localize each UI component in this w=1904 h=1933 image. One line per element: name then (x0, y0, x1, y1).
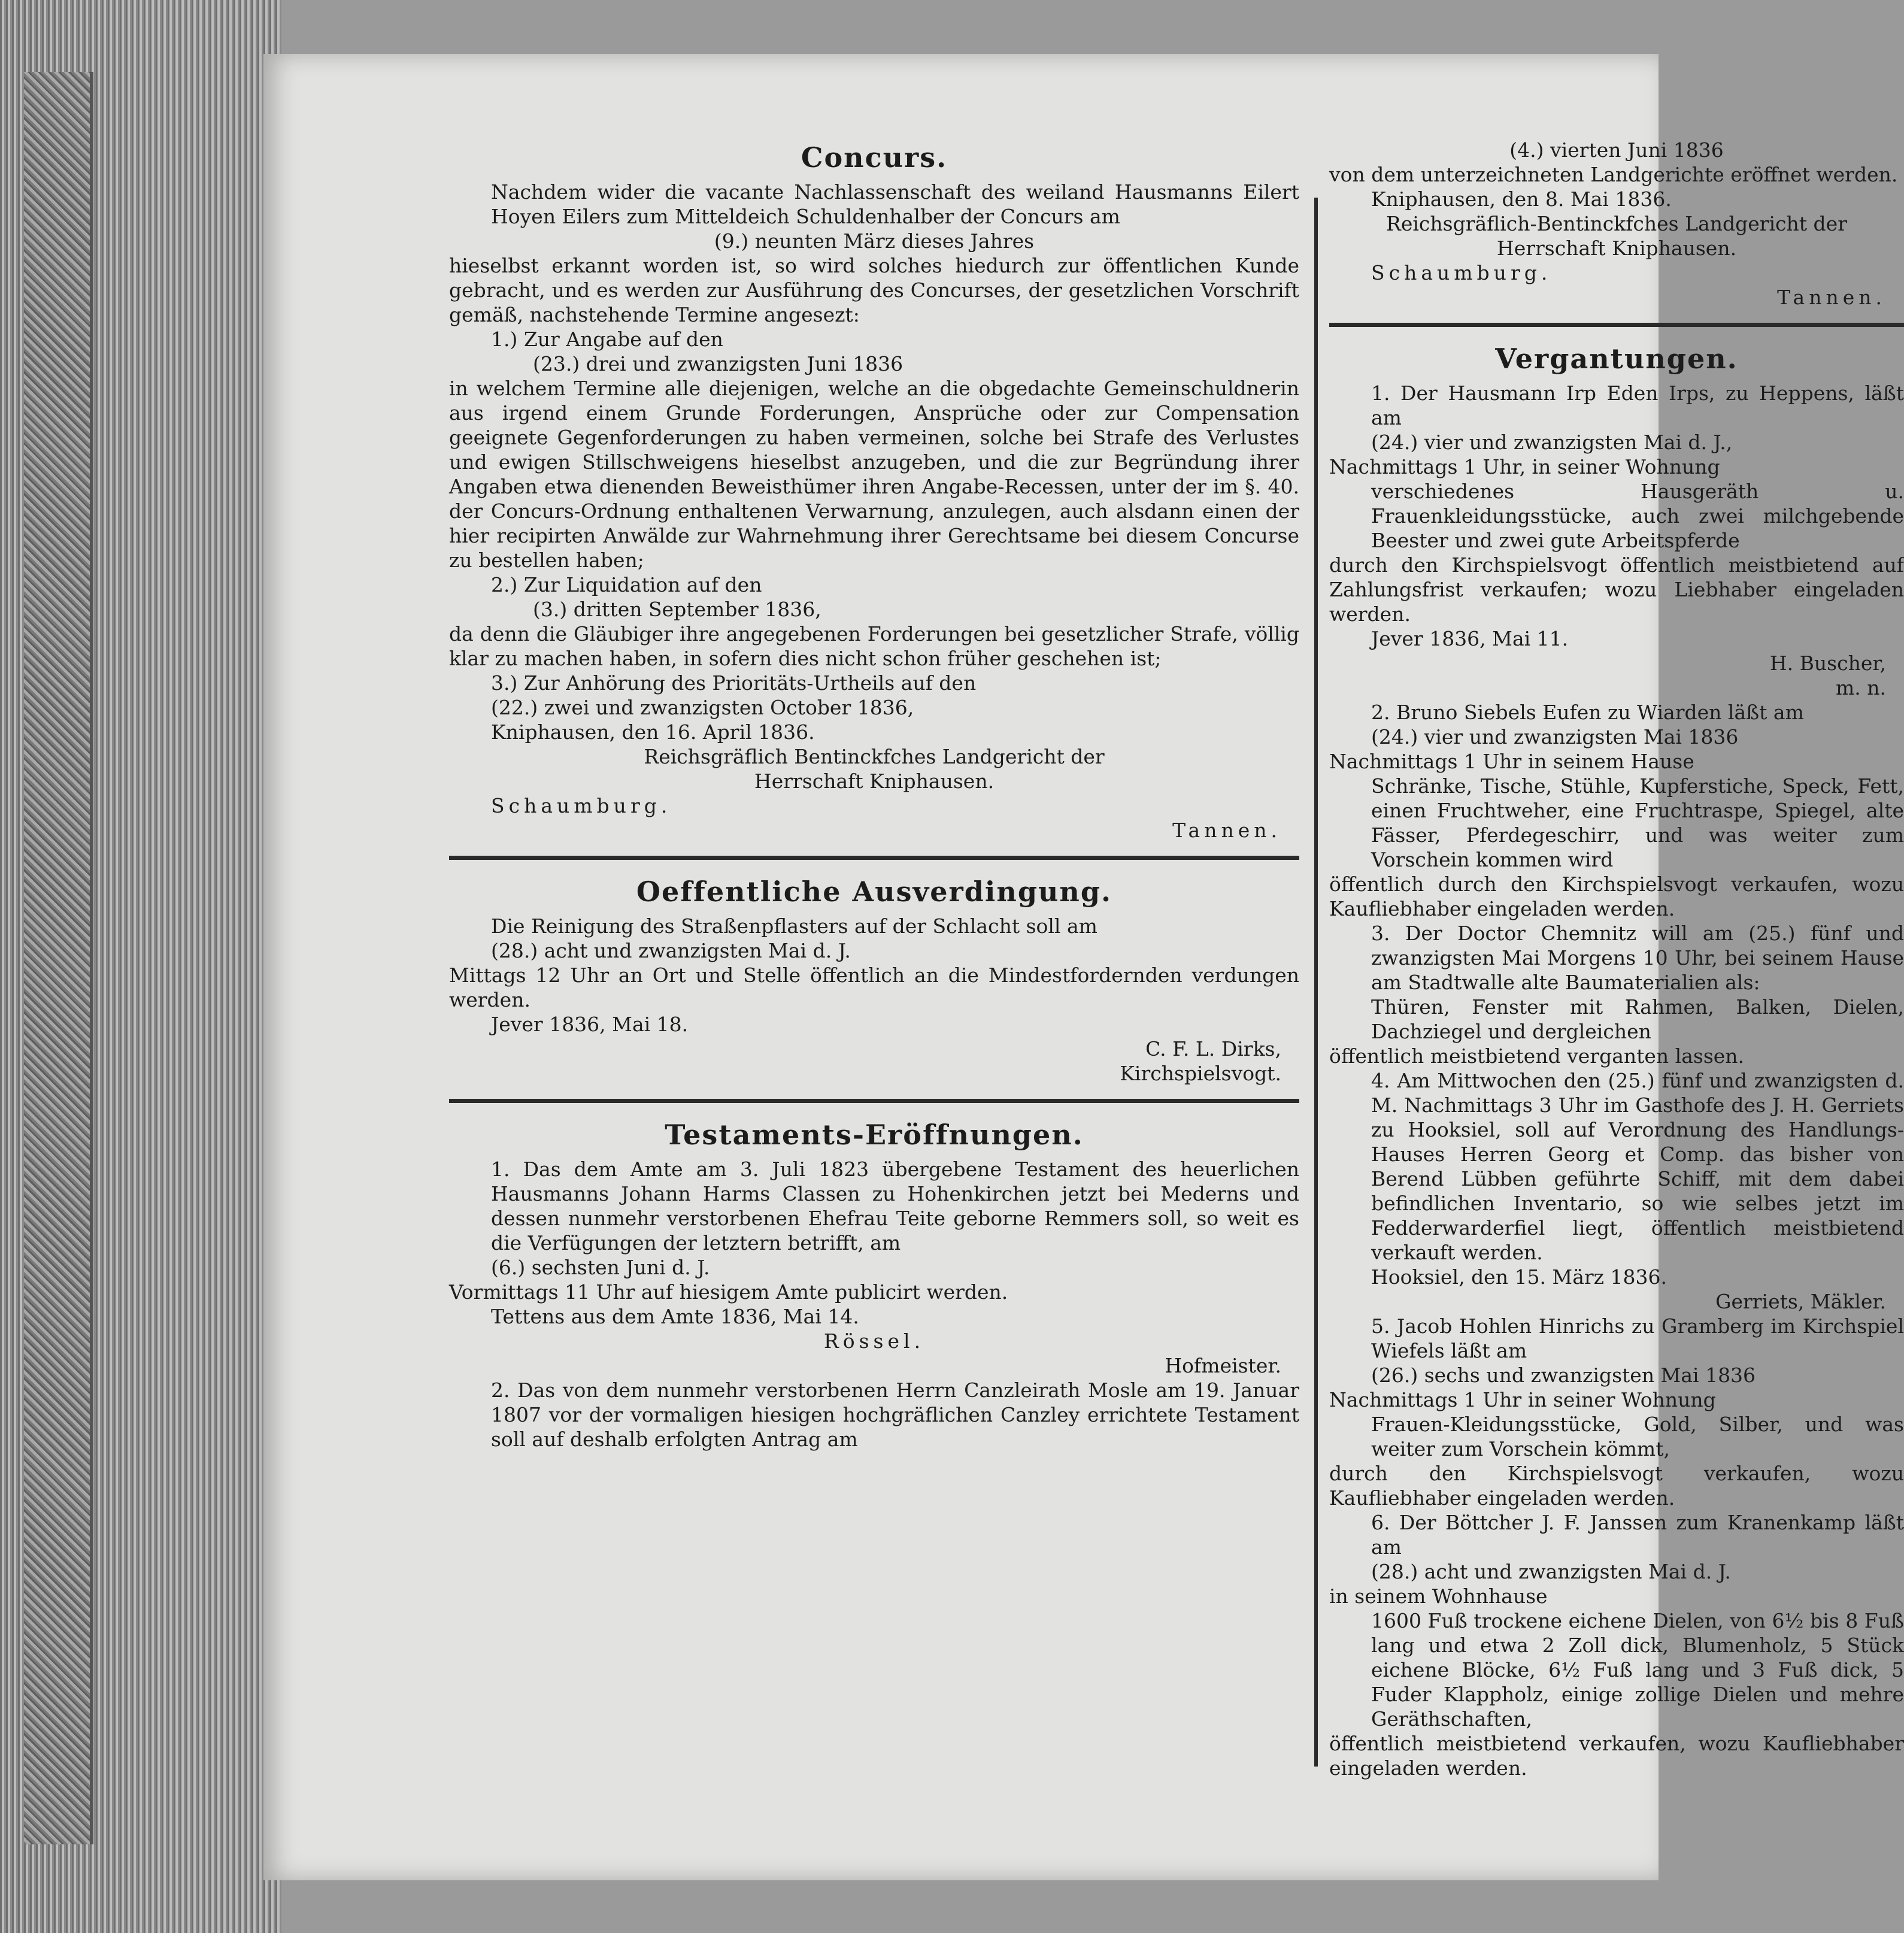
concurs-body: hieselbst erkannt worden ist, so wird solches hiedurch zur öffentlichen Kunde gebracht, und es werden zur Ausführung des Concurses, der gesetzlichen Vorschrift gemäß, nachstehende Termine angesezt: (449, 254, 1299, 326)
cont-body: von dem unterzeichneten Landgerichte eröffnet werden. (1329, 163, 1898, 186)
testament-1-body: Vormittags 11 Uhr auf hiesigem Amte publicirt werden. (449, 1280, 1008, 1304)
continued-notice (1329, 138, 1904, 310)
signature: C. F. L. Dirks, (1145, 1037, 1281, 1061)
concurs-notice (449, 141, 1299, 843)
item-2-body: öffentlich durch den Kirchspielsvogt verkaufen, wozu Kaufliebhaber eingeladen werden. (1329, 872, 1904, 920)
item-1: 1. Der Hausmann Irp Eden Irps, zu Heppens, läßt am (1371, 381, 1904, 429)
item-1-goods: verschiedenes Hausgeräth u. Frauenkleidungsstücke, auch zwei milchgebende Beester und zwei gute Arbeitspferde (1371, 480, 1904, 552)
place-date: Kniphausen, den 8. Mai 1836. (1371, 187, 1672, 211)
testament-heading: Testaments-Eröffnungen. (665, 1119, 1084, 1151)
item-6-date: (28.) acht und zwanzigsten Mai d. J. (1371, 1560, 1731, 1583)
section-rule (449, 1099, 1299, 1103)
concurs-date: (9.) neunten März dieses Jahres (714, 229, 1035, 253)
concurs-heading: Concurs. (801, 141, 948, 174)
newspaper-page (263, 54, 1904, 1880)
section-rule (1329, 323, 1904, 327)
term-1: 1.) Zur Angabe auf den (491, 328, 723, 351)
term-2-body: da denn die Gläubiger ihre angegebenen Forderungen bei gesetzlicher Strafe, völlig klar zu machen haben, in sofern dies nicht schon früher geschehen ist; (449, 622, 1299, 670)
item-5-goods: Frauen-Kleidungsstücke, Gold, Silber, und was weiter zum Vorschein kömmt, (1371, 1413, 1904, 1461)
term-3-date: (22.) zwei und zwanzigsten October 1836, (491, 696, 914, 719)
signature-2: Hofmeister. (1165, 1354, 1281, 1377)
term-1-date: (23.) drei und zwanzigsten Juni 1836 (533, 352, 904, 375)
signature-1: Schaumburg. (491, 794, 672, 817)
place-date: Hooksiel, den 15. März 1836. (1371, 1265, 1667, 1289)
column-divider (1314, 198, 1318, 1767)
item-1-body: durch den Kirchspielsvogt öffentlich meistbietend auf Zahlungsfrist verkaufen; wozu Liebhaber eingeladen werden. (1329, 553, 1904, 626)
ausverdingung-notice (449, 875, 1299, 1086)
ausverdingung-heading: Oeffentliche Ausverdingung. (636, 875, 1112, 908)
right-column (1329, 138, 1904, 1780)
court-name-2: Herrschaft Kniphausen. (1496, 237, 1737, 260)
place-date: Kniphausen, den 16. April 1836. (491, 720, 815, 744)
vergantungen-notice (1329, 343, 1904, 1780)
ausverdingung-body: Die Reinigung des Straßenpflasters auf der Schlacht soll am (491, 914, 1097, 938)
item-5: 5. Jacob Hohlen Hinrichs zu Gramberg im Kirchspiel Wiefels läßt am (1371, 1314, 1904, 1362)
signature-role: Kirchspielsvogt. (1120, 1062, 1281, 1085)
term-2: 2.) Zur Liquidation auf den (491, 573, 762, 596)
place-date: Jever 1836, Mai 18. (491, 1013, 689, 1036)
concurs-intro: Nachdem wider die vacante Nachlassenschaft des weiland Hausmanns Eilert Hoyen Eilers zum Mitteldeich Schuldenhalber der Concurs am (491, 180, 1299, 228)
item-3-body: öffentlich meistbietend verganten lassen. (1329, 1044, 1745, 1068)
signature: H. Buscher, (1769, 652, 1886, 675)
signature-abbr: m. n. (1835, 676, 1886, 699)
signature-2: Tannen. (1777, 286, 1886, 309)
item-2-date: (24.) vier und zwanzigsten Mai 1836 (1371, 725, 1739, 749)
term-1-body: in welchem Termine alle diejenigen, welche an die obgedachte Gemeinschuldnerin aus irgend einem Grunde Forderungen, Ansprüche oder zur Compensation geeignete Gegenforderungen zu haben vermeinen, solche bei Strafe des Verlustes und ewigen Stillschweigens hieselbst anzugeben, und die zur Begründung ihrer Angaben etwa dienenden Beweisthümer ihren Angabe-Recessen, unter der im §. 40. der Concurs-Ordnung enthaltenen Verwarnung, anzulegen, auch alsdann einen der hier recipirten Anwälde zur Wahrnehmung ihrer Gerechtsame bei diesem Concurse zu bestellen haben; (449, 377, 1299, 572)
item-6-goods: 1600 Fuß trockene eichene Dielen, von 6½ bis 8 Fuß lang und etwa 2 Zoll dick, Blumenholz, 5 Stück eichene Blöcke, 6½ Fuß lang und 3 Fuß dick, 5 Fuder Klappholz, einige zollige Dielen und mehre Geräthschaften, (1371, 1609, 1904, 1731)
term-2-date: (3.) dritten September 1836, (533, 598, 821, 621)
item-6-time: in seinem Wohnhause (1329, 1584, 1548, 1608)
testament-2: 2. Das von dem nunmehr verstorbenen Herrn Canzleirath Mosle am 19. Januar 1807 vor der vormaligen hiesigen hochgräflichen Canzley errichtete Testament soll auf deshalb erfolgten Antrag am (491, 1378, 1299, 1451)
signature-2: Tannen. (1172, 819, 1281, 842)
ausverdingung-date: (28.) acht und zwanzigsten Mai d. J. (491, 939, 851, 962)
vergantungen-heading: Vergantungen. (1495, 343, 1738, 375)
book-binding (24, 72, 93, 1844)
item-4: 4. Am Mittwochen den (25.) fünf und zwanzigsten d. M. Nachmittags 3 Uhr im Gasthofe des J. H. Gerriets zu Hooksiel, soll auf Verordnung des Handlungs-Hauses Herren Georg et Comp. das bisher von Berend Lübben geführte Schiff, mit dem dabei befindlichen Inventario, so wie selbes jetzt im Fedderwarderfiel liegt, öffentlich meistbietend verkauft werden. (1371, 1069, 1904, 1264)
item-6: 6. Der Böttcher J. F. Janssen zum Kranenkamp läßt am (1371, 1511, 1904, 1559)
item-1-time: Nachmittags 1 Uhr, in seiner Wohnung (1329, 455, 1720, 478)
term-3: 3.) Zur Anhörung des Prioritäts-Urtheils auf den (491, 671, 977, 695)
signature-1: Rössel. (823, 1329, 925, 1353)
court-name: Reichsgräflich-Bentinckfches Landgericht der (1386, 212, 1847, 235)
item-5-date: (26.) sechs und zwanzigsten Mai 1836 (1371, 1364, 1756, 1387)
ausverdingung-body-2: Mittags 12 Uhr an Ort und Stelle öffentlich an die Mindestfordernden verdungen werden. (449, 964, 1299, 1011)
signature-1: Schaumburg. (1371, 261, 1552, 284)
left-column (449, 138, 1299, 1452)
item-5-time: Nachmittags 1 Uhr in seiner Wohnung (1329, 1388, 1716, 1411)
item-2: 2. Bruno Siebels Eufen zu Wiarden läßt am (1371, 701, 1804, 724)
court-name: Reichsgräflich Bentinckfches Landgericht der (644, 745, 1105, 768)
section-rule (449, 856, 1299, 860)
place-date: Tettens aus dem Amte 1836, Mai 14. (491, 1305, 859, 1328)
item-6-body: öffentlich meistbietend verkaufen, wozu Kaufliebhaber eingeladen werden. (1329, 1732, 1904, 1780)
item-2-goods: Schränke, Tische, Stühle, Kupferstiche, Speck, Fett, einen Fruchtweher, eine Fruchtraspe, Spiegel, alte Fässer, Pferdegeschirr, und was weiter zum Vorschein kommen wird (1371, 774, 1904, 871)
testament-notice (449, 1119, 1299, 1452)
item-5-body: durch den Kirchspielsvogt verkaufen, wozu Kaufliebhaber eingeladen werden. (1329, 1462, 1904, 1510)
item-3: 3. Der Doctor Chemnitz will am (25.) fünf und zwanzigsten Mai Morgens 10 Uhr, bei seinem Hause am Stadtwalle alte Baumaterialien als: (1371, 922, 1904, 994)
testament-1: 1. Das dem Amte am 3. Juli 1823 übergebene Testament des heuerlichen Hausmanns Johann Harms Classen zu Hohenkirchen jetzt bei Mederns und dessen nunmehr verstorbenen Ehefrau Teite geborne Remmers soll, so weit es die Verfügungen der letztern betrifft, am (491, 1158, 1299, 1255)
item-1-date: (24.) vier und zwanzigsten Mai d. J., (1371, 431, 1733, 454)
signature: Gerriets, Mäkler. (1715, 1290, 1886, 1313)
cont-date: (4.) vierten Juni 1836 (1509, 138, 1724, 162)
testament-1-date: (6.) sechsten Juni d. J. (491, 1256, 710, 1279)
place-date: Jever 1836, Mai 11. (1371, 627, 1569, 650)
court-name-2: Herrschaft Kniphausen. (754, 769, 995, 793)
item-3-goods: Thüren, Fenster mit Rahmen, Balken, Dielen, Dachziegel und dergleichen (1371, 995, 1904, 1043)
item-2-time: Nachmittags 1 Uhr in seinem Hause (1329, 750, 1694, 773)
